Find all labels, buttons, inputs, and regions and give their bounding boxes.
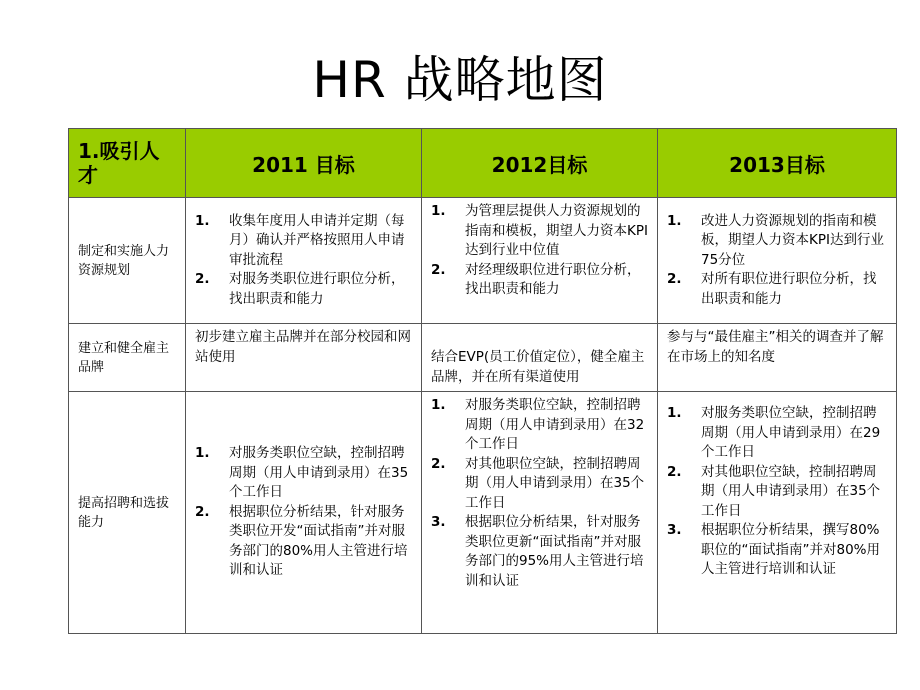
cell-2011 (186, 392, 422, 634)
list-marker: 3. (431, 514, 446, 530)
list-marker: 2. (667, 463, 682, 480)
goal-list (195, 444, 412, 581)
list-item (195, 444, 412, 503)
cell-2013 (658, 392, 897, 634)
list-item (667, 404, 887, 463)
goal-text: 对服务类职位空缺，控制招聘周期（用人申请到录用）在35个工作日 (229, 445, 409, 501)
goal-list (431, 396, 648, 591)
goal-text: 对其他职位空缺，控制招聘周期（用人申请到录用）在35个工作日 (701, 463, 881, 519)
header-2012: 2012目标 (422, 129, 658, 198)
list-marker: 1. (195, 445, 210, 462)
list-item (195, 503, 412, 581)
list-item (431, 396, 648, 455)
goal-text: 对所有职位进行职位分析，找出职责和能力 (701, 271, 877, 307)
table-row (69, 198, 897, 324)
row-label: 建立和健全雇主品牌 (69, 324, 186, 392)
cell-2012: 结合EVP(员工价值定位），健全雇主品牌，并在所有渠道使用 (422, 324, 658, 392)
list-item (667, 212, 887, 271)
list-item (431, 202, 648, 261)
list-marker: 3. (667, 522, 682, 538)
row-label: 提高招聘和选拔能力 (69, 392, 186, 634)
cell-2012 (422, 392, 658, 634)
goal-text: 对服务类职位空缺，控制招聘周期（用人申请到录用）在32个工作日 (465, 397, 645, 452)
cell-2013: 参与与“最佳雇主”相关的调查并了解在市场上的知名度 (658, 324, 897, 392)
list-marker: 2. (431, 261, 446, 278)
row-label: 制定和实施人力资源规划 (69, 198, 186, 324)
list-marker: 2. (667, 271, 682, 288)
list-marker: 2. (431, 455, 446, 472)
list-marker: 2. (195, 503, 210, 520)
header-2013: 2013目标 (658, 129, 897, 198)
header-row (69, 129, 897, 198)
goal-list (431, 202, 648, 300)
hr-strategy-table (68, 128, 897, 634)
goal-text: 根据职位分析结果，撰写80%职位的“面试指南”并对80%用人主管进行培训和认证 (701, 522, 880, 577)
list-item (667, 270, 887, 309)
goal-list (667, 212, 887, 310)
goal-text: 改进人力资源规划的指南和模板，期望人力资本KPI达到行业75分位 (701, 212, 884, 268)
list-item (195, 212, 412, 271)
goal-list (195, 212, 412, 310)
list-item (431, 513, 648, 591)
page-title: HR 战略地图 (312, 51, 608, 109)
goal-text: 根据职位分析结果，针对服务类职位开发“面试指南”并对服务部门的80%用人主管进行培训和认证 (229, 503, 408, 579)
list-item (195, 270, 412, 309)
list-item (667, 521, 887, 580)
goal-text: 收集年度用人申请并定期（每月）确认并严格按照用人申请审批流程 (229, 212, 405, 268)
table-row (69, 324, 897, 392)
table-row (69, 392, 897, 634)
goal-text: 为管理层提供人力资源规划的指南和模板，期望人力资本KPI达到行业中位值 (465, 203, 648, 258)
list-marker: 1. (431, 397, 446, 413)
list-marker: 2. (195, 271, 210, 288)
cell-2013 (658, 198, 897, 324)
goal-list (667, 404, 887, 580)
header-category: 1.吸引人才 (69, 129, 186, 198)
cell-2012 (422, 198, 658, 324)
cell-2011 (186, 198, 422, 324)
goal-text: 对服务类职位空缺，控制招聘周期（用人申请到录用）在29个工作日 (701, 405, 881, 460)
cell-2011: 初步建立雇主品牌并在部分校园和网站使用 (186, 324, 422, 392)
goal-text: 对服务类职位进行职位分析，找出职责和能力 (229, 271, 405, 307)
list-item (431, 261, 648, 300)
list-marker: 1. (195, 212, 210, 229)
header-2011: 2011 目标 (186, 129, 422, 198)
list-marker: 1. (667, 212, 682, 229)
goal-text: 对其他职位空缺，控制招聘周期（用人申请到录用）在35个工作日 (465, 455, 645, 511)
list-marker: 1. (431, 203, 446, 219)
list-marker: 1. (667, 405, 682, 421)
list-item (667, 463, 887, 522)
list-item (431, 455, 648, 514)
goal-text: 对经理级职位进行职位分析，找出职责和能力 (465, 261, 641, 297)
goal-text: 根据职位分析结果，针对服务类职位更新“面试指南”并对服务部门的95%用人主管进行培训和认证 (465, 514, 644, 589)
